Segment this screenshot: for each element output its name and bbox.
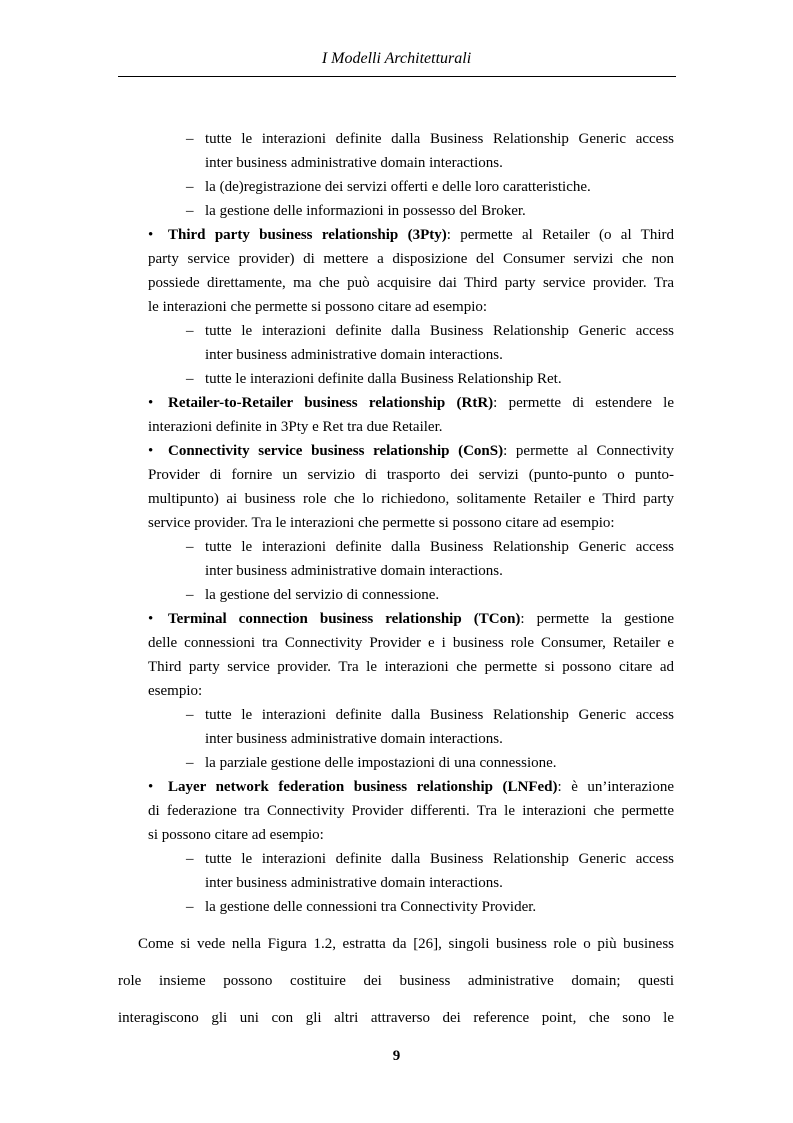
- dash-marker: –: [186, 755, 194, 771]
- text-line: esempio:: [148, 683, 203, 699]
- page-content: [118, 127, 674, 919]
- bullet-item-lnfed: • Layer network federation business relationship (LNFed): è un’interazione: [118, 775, 674, 799]
- bullet-title: Terminal connection business relationship (TCon): [168, 611, 521, 627]
- sub-item: – la (de)registrazione dei servizi offerti e delle loro caratteristiche.: [118, 175, 674, 199]
- body-paragraph: [118, 932, 674, 1043]
- dash-marker: –: [186, 131, 194, 147]
- sub-item: – tutte le interazioni definite dalla Business Relationship Generic access: [118, 847, 674, 871]
- text-line: delle connessioni tra Connectivity Provider e i business role Consumer, Retailer e: [148, 635, 674, 651]
- bullet-item-cons: • Connectivity service business relationship (ConS): permette al Connectivity: [118, 439, 674, 463]
- sub-item: – la gestione delle connessioni tra Connectivity Provider.: [118, 895, 674, 919]
- text-line: Third party service provider. Tra le interazioni che permette si possono citare ad: [148, 659, 674, 675]
- dash-marker: –: [186, 707, 194, 723]
- paragraph-line: Come si vede nella Figura 1.2, estratta da [26], singoli business role o più business: [138, 936, 674, 952]
- dash-marker: –: [186, 323, 194, 339]
- dash-marker: –: [186, 539, 194, 555]
- bullet-title: Layer network federation business relationship (LNFed): [168, 779, 558, 795]
- sub-item: – tutte le interazioni definite dalla Business Relationship Generic access: [118, 127, 674, 151]
- paragraph-line: interagiscono gli uni con gli altri attraverso dei reference point, che sono le: [118, 1010, 674, 1026]
- sub-item-continuation: inter business administrative domain interactions.: [205, 731, 503, 747]
- paragraph-line: role insieme possono costituire dei business administrative domain; questi: [118, 973, 674, 989]
- sub-item: – tutte le interazioni definite dalla Business Relationship Ret.: [118, 367, 674, 391]
- dash-marker: –: [186, 179, 194, 195]
- text-line: si possono citare ad esempio:: [148, 827, 324, 843]
- dash-marker: –: [186, 899, 194, 915]
- text-line: le interazioni che permette si possono citare ad esempio:: [148, 299, 488, 315]
- text-line: multipunto) ai business role che lo richiedono, solitamente Retailer e Third party: [148, 491, 674, 507]
- sub-item: – tutte le interazioni definite dalla Business Relationship Generic access: [118, 319, 674, 343]
- text-line: Provider di fornire un servizio di trasporto dei servizi (punto-punto o punto-: [148, 467, 674, 483]
- text-line: service provider. Tra le interazioni che permette si possono citare ad esempio:: [148, 515, 615, 531]
- dash-marker: –: [186, 203, 194, 219]
- running-header: I Modelli Architetturali: [321, 50, 472, 67]
- sub-item: – la gestione delle informazioni in possesso del Broker.: [118, 199, 674, 223]
- bullet-title: Connectivity service business relationship (ConS): [168, 443, 504, 459]
- bullet-marker: •: [148, 395, 154, 411]
- bullet-marker: •: [148, 779, 154, 795]
- bullet-marker: •: [148, 443, 154, 459]
- bullet-item-rtr: • Retailer-to-Retailer business relationship (RtR): permette di estendere le: [118, 391, 674, 415]
- sub-item: – tutte le interazioni definite dalla Business Relationship Generic access: [118, 703, 674, 727]
- sub-item: – tutte le interazioni definite dalla Business Relationship Generic access: [118, 535, 674, 559]
- bullet-title: Retailer-to-Retailer business relationship (RtR): [168, 395, 494, 411]
- bullet-marker: •: [148, 227, 154, 243]
- text-line: di federazione tra Connectivity Provider differenti. Tra le interazioni che permette: [148, 803, 674, 819]
- sub-item-continuation: inter business administrative domain interactions.: [205, 875, 503, 891]
- bullet-item-3pty: • Third party business relationship (3Pty): permette al Retailer (o al Third: [118, 223, 674, 247]
- page-number: 9: [392, 1048, 401, 1064]
- bullet-title: Third party business relationship (3Pty): [168, 227, 447, 243]
- sub-item: – la parziale gestione delle impostazioni di una connessione.: [118, 751, 674, 775]
- text-line: party service provider) di mettere a disposizione del Consumer servizi che non: [148, 251, 674, 267]
- dash-marker: –: [186, 587, 194, 603]
- text-line: possiede direttamente, ma che può acquisire dai Third party service provider. Tra: [148, 275, 674, 291]
- dash-marker: –: [186, 851, 194, 867]
- sub-item-continuation: inter business administrative domain interactions.: [205, 155, 503, 171]
- dash-marker: –: [186, 371, 194, 387]
- header-rule: [118, 76, 676, 77]
- sub-item: – la gestione del servizio di connessione.: [118, 583, 674, 607]
- bullet-item-tcon: • Terminal connection business relationship (TCon): permette la gestione: [118, 607, 674, 631]
- sub-item-continuation: inter business administrative domain interactions.: [205, 563, 503, 579]
- bullet-marker: •: [148, 611, 154, 627]
- text-line: interazioni definite in 3Pty e Ret tra due Retailer.: [148, 419, 443, 435]
- sub-item-continuation: inter business administrative domain interactions.: [205, 347, 503, 363]
